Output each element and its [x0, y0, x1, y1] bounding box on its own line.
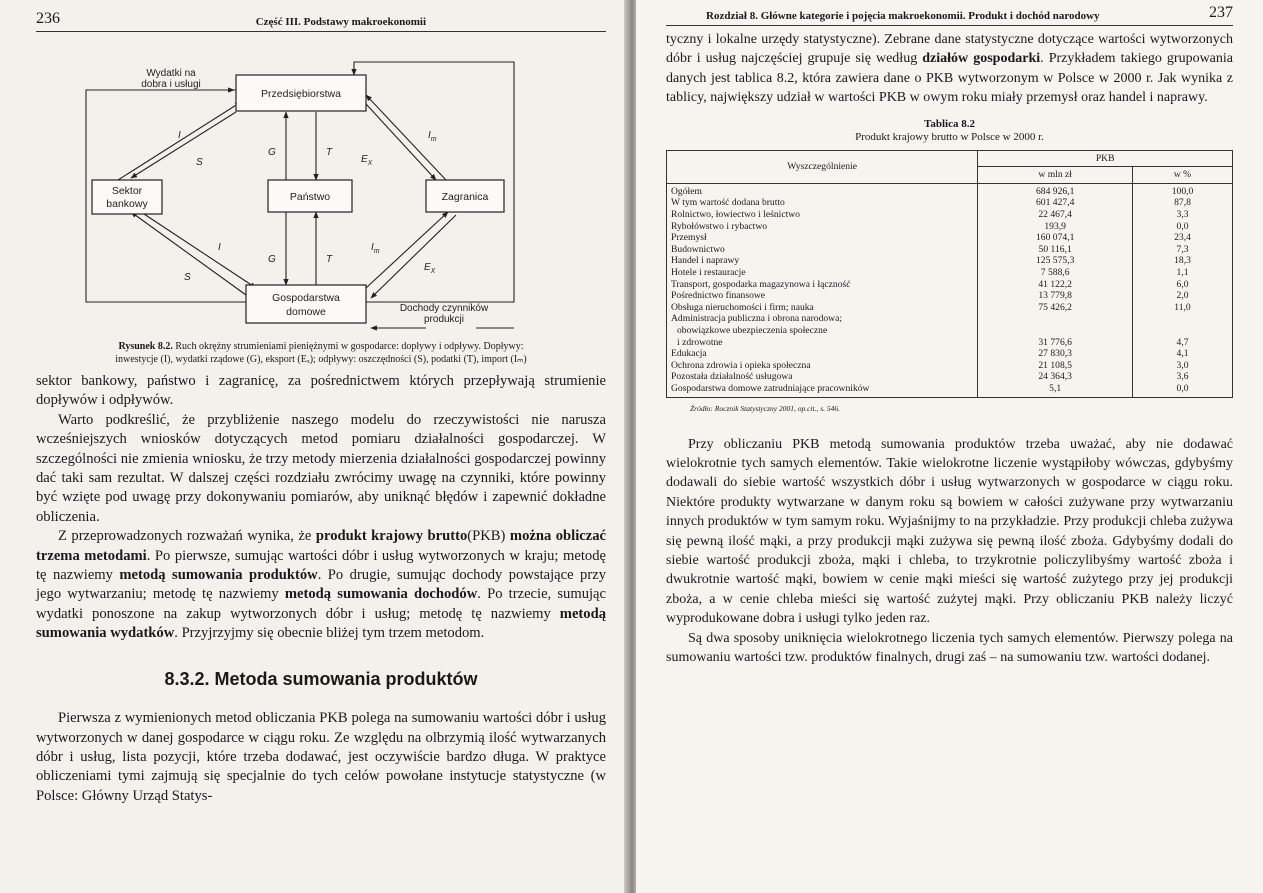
paragraph: sektor bankowy, państwo i zagranicę, za pośrednictwem których przepływają strumienie dopływów i odpływów.: [36, 373, 606, 409]
cell-pct: 1,1: [1133, 267, 1233, 279]
col-header-pct: w %: [1133, 167, 1233, 184]
cell-mln: 50 116,1: [978, 244, 1133, 256]
cell-mln: 125 575,3: [978, 255, 1133, 267]
cell-pct: [1133, 325, 1233, 337]
label-Im-top: $I_m$: [428, 130, 437, 143]
table-source: Źródło: Rocznik Statystyczny 2001, op.cit., s. 546.: [690, 403, 840, 413]
cell-pct: 4,7: [1133, 337, 1233, 349]
cell-category: Obsługa nieruchomości i firm; nauka: [667, 302, 978, 314]
col-header-main: Wyszczególnienie: [667, 150, 978, 183]
table-title: Produkt krajowy brutto w Polsce w 2000 r.: [855, 130, 1044, 143]
cell-mln: 13 779,8: [978, 290, 1133, 302]
label-Ex-bottom: $E_X$: [424, 262, 436, 275]
cell-pct: 0,0: [1133, 383, 1233, 397]
paragraph: Pierwsza z wymienionych metod obliczania PKB polega na sumowaniu wartości dóbr i usług wytworzonych w danej gospodarce w ciągu roku. Ze względu na olbrzymią ilość wytwarzanych dóbr i usług, lista pozycji, które trzeba dodawać, jest oczywiście bardzo długa. W praktyce obliczeniami tymi zajmują się specjalnie do tych celów powołane instytucje statystyczne (w Polsce: Główny Urząd Statys-: [36, 710, 606, 804]
col-header-mln: w mln zł: [978, 167, 1133, 184]
gdp-table-body: [667, 183, 1233, 397]
cell-pct: 87,8: [1133, 197, 1233, 209]
cell-category: Transport, gospodarka magazynowa i łączność: [667, 279, 978, 291]
cell-category: Przemysł: [667, 232, 978, 244]
cell-category: Edukacja: [667, 348, 978, 360]
circular-flow-figure: [36, 40, 606, 340]
cell-category: Rolnictwo, łowiectwo i leśnictwo: [667, 209, 978, 221]
section-heading: 8.3.2. Metoda sumowania produktów: [164, 668, 478, 689]
cell-pct: 11,0: [1133, 302, 1233, 314]
cell-category: Rybołówstwo i rybactwo: [667, 221, 978, 233]
label-G-top: G: [268, 147, 276, 158]
cell-pct: 18,3: [1133, 255, 1233, 267]
cell-pct: 4,1: [1133, 348, 1233, 360]
table-row: [667, 232, 1233, 244]
label-G-bottom: G: [268, 254, 276, 265]
table-row: [667, 302, 1233, 314]
right-intro-text: [666, 30, 1233, 108]
label-T-bottom: T: [326, 254, 333, 265]
cell-mln: 5,1: [978, 383, 1133, 397]
households-label-2: domowe: [286, 306, 326, 318]
foreign-box: [426, 180, 504, 212]
cell-pct: 100,0: [1133, 183, 1233, 197]
table-row: [667, 221, 1233, 233]
cell-mln: 41 122,2: [978, 279, 1133, 291]
cell-category: Gospodarstwa domowe zatrudniające pracowników: [667, 383, 978, 397]
table-row: [667, 197, 1233, 209]
bank-label-1: Sektor: [111, 185, 143, 197]
cell-pct: 2,0: [1133, 290, 1233, 302]
label-Im-bottom: $I_m$: [371, 242, 380, 255]
col-header-group: PKB: [978, 150, 1233, 167]
table-row: [667, 255, 1233, 267]
table-row: [667, 313, 1233, 325]
cell-pct: 7,3: [1133, 244, 1233, 256]
cell-category: Hotele i restauracje: [667, 267, 978, 279]
right-page: [636, 0, 1263, 893]
bank-label-2: bankowy: [106, 198, 148, 210]
cell-mln: 22 467,4: [978, 209, 1133, 221]
cell-mln: [978, 325, 1133, 337]
cell-mln: 684 926,1: [978, 183, 1133, 197]
label-Ex-top: $E_X$: [361, 154, 373, 167]
table-label: Tablica 8.2: [924, 117, 975, 130]
table-row: [667, 279, 1233, 291]
cell-pct: 0,0: [1133, 221, 1233, 233]
label-T-top: T: [326, 147, 333, 158]
cell-mln: 27 830,3: [978, 348, 1133, 360]
cell-category: Ochrona zdrowia i opieka społeczna: [667, 360, 978, 372]
paragraph: Przy obliczaniu PKB metodą sumowania produktów trzeba uważać, aby nie dodawać wielokrotnie tych samych elementów. Takie wielokrotne liczenie wystąpiłoby wówczas, gdybyśmy dodawali do siebie wartość wszystkich dóbr i usług wytwarzonych w gospodarce w ciągu roku. Niektóre produkty wytwarzane w danym roku są bowiem w całości zużywane przy wytwarzaniu innych produktów w tym samym roku. Wyjaśnijmy to na przykładzie. Przy produkcji chleba zużywa się pewną ilość mąki, a przy produkcji mąki zużywa się pewną ilość zboża. Gdybyśmy dodali do siebie wartość produkcji zboża, mąki i chleba, to trzykrotnie policzylibyśmy wartość zboża i dwukrotnie wartość mąki, bowiem w cenie mąki mieści się wartość zużytego przy jej produkcji zboża, a w cenie chleba mieści się wartość zużytej mąki. Przy obliczaniu PKB należy liczyć wyprodukowane dobra i usługi tylko jeden raz.: [666, 436, 1233, 627]
label-S-bottom: S: [184, 272, 191, 283]
foreign-label: Zagranica: [441, 191, 489, 203]
left-page-number: 236: [36, 10, 60, 27]
bank-box: [92, 180, 162, 214]
cell-pct: 3,3: [1133, 209, 1233, 221]
savings-arrow-top: [131, 112, 236, 178]
cell-mln: [978, 313, 1133, 325]
paragraph-three-methods: Z przeprowadzonych rozważań wynika, że produkt krajowy brutto(PKB) można obliczać trzema metodami. Po pierwsze, sumując wartości dóbr i usług wytworzonych w kraju; metodę tę nazwiemy metodą sumowania produktów. Po drugie, sumując dochody powstające przy jego wytwarzaniu; metodę tę nazwiemy metodą sumowania dochodów. Po trzecie, sumując wydatki ponoszone na zakup wytworzonych dóbr i usług; metodę tę nazwiemy metodą sumowania wydatków. Przyjrzyjmy się obecnie bliżej tym trzem metodom.: [36, 528, 607, 642]
left-running-head: [36, 10, 606, 32]
right-running-title: Rozdział 8. Główne kategorie i pojęcia makroekonomii. Produkt i dochód narodowy: [706, 10, 1100, 22]
label-I-bottom: I: [218, 242, 221, 253]
figure-caption: [106, 340, 536, 366]
cell-category: Pośrednictwo finansowe: [667, 290, 978, 302]
cell-pct: 3,6: [1133, 371, 1233, 383]
spending-label-1: Wydatki na: [146, 68, 196, 79]
cell-mln: 31 776,6: [978, 337, 1133, 349]
circular-flow-diagram: [36, 40, 596, 340]
left-body-text: [36, 372, 606, 806]
state-box: [268, 180, 352, 212]
gdp-table: [666, 150, 1233, 398]
cell-pct: [1133, 313, 1233, 325]
cell-pct: 3,0: [1133, 360, 1233, 372]
table-row: [667, 348, 1233, 360]
cell-category: Budownictwo: [667, 244, 978, 256]
cell-pct: 6,0: [1133, 279, 1233, 291]
figure-caption-text: Ruch okrężny strumieniami pieniężnymi w gospodarce: dopływy i odpływy. Dopływy: inwestycje (I), wydatki rządowe (G), eksport (Eₓ); odpływy: oszczędności (S), podatki (T), import (Iₘ): [115, 341, 527, 365]
cell-category: i zdrowotne: [667, 337, 978, 349]
enterprise-box: [236, 75, 366, 111]
label-S-top: S: [196, 157, 203, 168]
factor-label-1: Dochody czynników: [399, 303, 489, 314]
cell-category: W tym wartość dodana brutto: [667, 197, 978, 209]
table-row: [667, 290, 1233, 302]
table-row: [667, 337, 1233, 349]
cell-category: Pozostała działalność usługowa: [667, 371, 978, 383]
cell-pct: 23,4: [1133, 232, 1233, 244]
state-label: Państwo: [289, 191, 331, 203]
table-caption: [666, 118, 1233, 144]
right-body-text: [666, 435, 1233, 668]
cell-mln: 193,9: [978, 221, 1133, 233]
left-running-title: Część III. Podstawy makroekonomii: [255, 16, 426, 28]
factor-label-2: produkcji: [423, 314, 465, 325]
right-page-number: 237: [1209, 4, 1233, 21]
table-row: [667, 244, 1233, 256]
cell-mln: 160 074,1: [978, 232, 1133, 244]
cell-mln: 601 427,4: [978, 197, 1133, 209]
paragraph: Warto podkreślić, że przybliżenie naszego modelu do rzeczywistości nie narusza wcześniejszych wniosków dotyczących metod pomiaru działalności gospodarczej. W szczególności nie zmienia wniosku, że trzy metody mierzenia działalności gospodarczej powinny dać taki sam rezultat. W dalszej części rozdziału zwrócimy uwagę na czynniki, które powinny być wzięte pod uwagę przy dokonywaniu pomiarów, aby uniknąć błędów i zapewnić dokładne obliczenia.: [36, 411, 606, 525]
right-running-head: [666, 4, 1233, 26]
cell-mln: 21 108,5: [978, 360, 1133, 372]
cell-mln: 24 364,3: [978, 371, 1133, 383]
households-label-1: Gospodarstwa: [272, 292, 340, 304]
paragraph: tyczny i lokalne urzędy statystyczne). Zebrane dane statystyczne dotyczące wartości wytworzonych dóbr i usług najczęściej grupuje się według działów gospodarki. Przykładem takiego grupowania danych jest tablica 8.2, która zawiera dane o PKB wytworzonym w Polsce w 2000 r. Jak wynika z tablicy, największy udział w wartości PKB w owym roku miały przemysł oraz handel i naprawy.: [666, 32, 1233, 106]
table-row: [667, 267, 1233, 279]
left-page: [0, 0, 628, 893]
cell-category: Administracja publiczna i obrona narodowa;: [667, 313, 978, 325]
table-row: [667, 325, 1233, 337]
cell-category: obowiązkowe ubezpieczenia społeczne: [667, 325, 978, 337]
cell-mln: 7 588,6: [978, 267, 1133, 279]
table-row: [667, 383, 1233, 397]
enterprise-label: Przedsiębiorstwa: [261, 88, 341, 100]
table-row: [667, 371, 1233, 383]
label-I-top: I: [178, 130, 181, 141]
figure-caption-label: Rysunek 8.2.: [118, 341, 173, 352]
table-row: [667, 183, 1233, 197]
paragraph: Są dwa sposoby uniknięcia wielokrotnego liczenia tych samych elementów. Pierwszy polega na sumowaniu wartości tzw. produktów finalnych, drugi zaś – na sumowaniu tzw. wartości dodanej.: [666, 630, 1233, 665]
spending-label-2: dobra i usługi: [141, 79, 201, 90]
table-row: [667, 360, 1233, 372]
table-row: [667, 209, 1233, 221]
households-box: [246, 285, 366, 323]
cell-mln: 75 426,2: [978, 302, 1133, 314]
cell-category: Ogółem: [667, 183, 978, 197]
cell-category: Handel i naprawy: [667, 255, 978, 267]
investment-arrow: [118, 102, 241, 180]
